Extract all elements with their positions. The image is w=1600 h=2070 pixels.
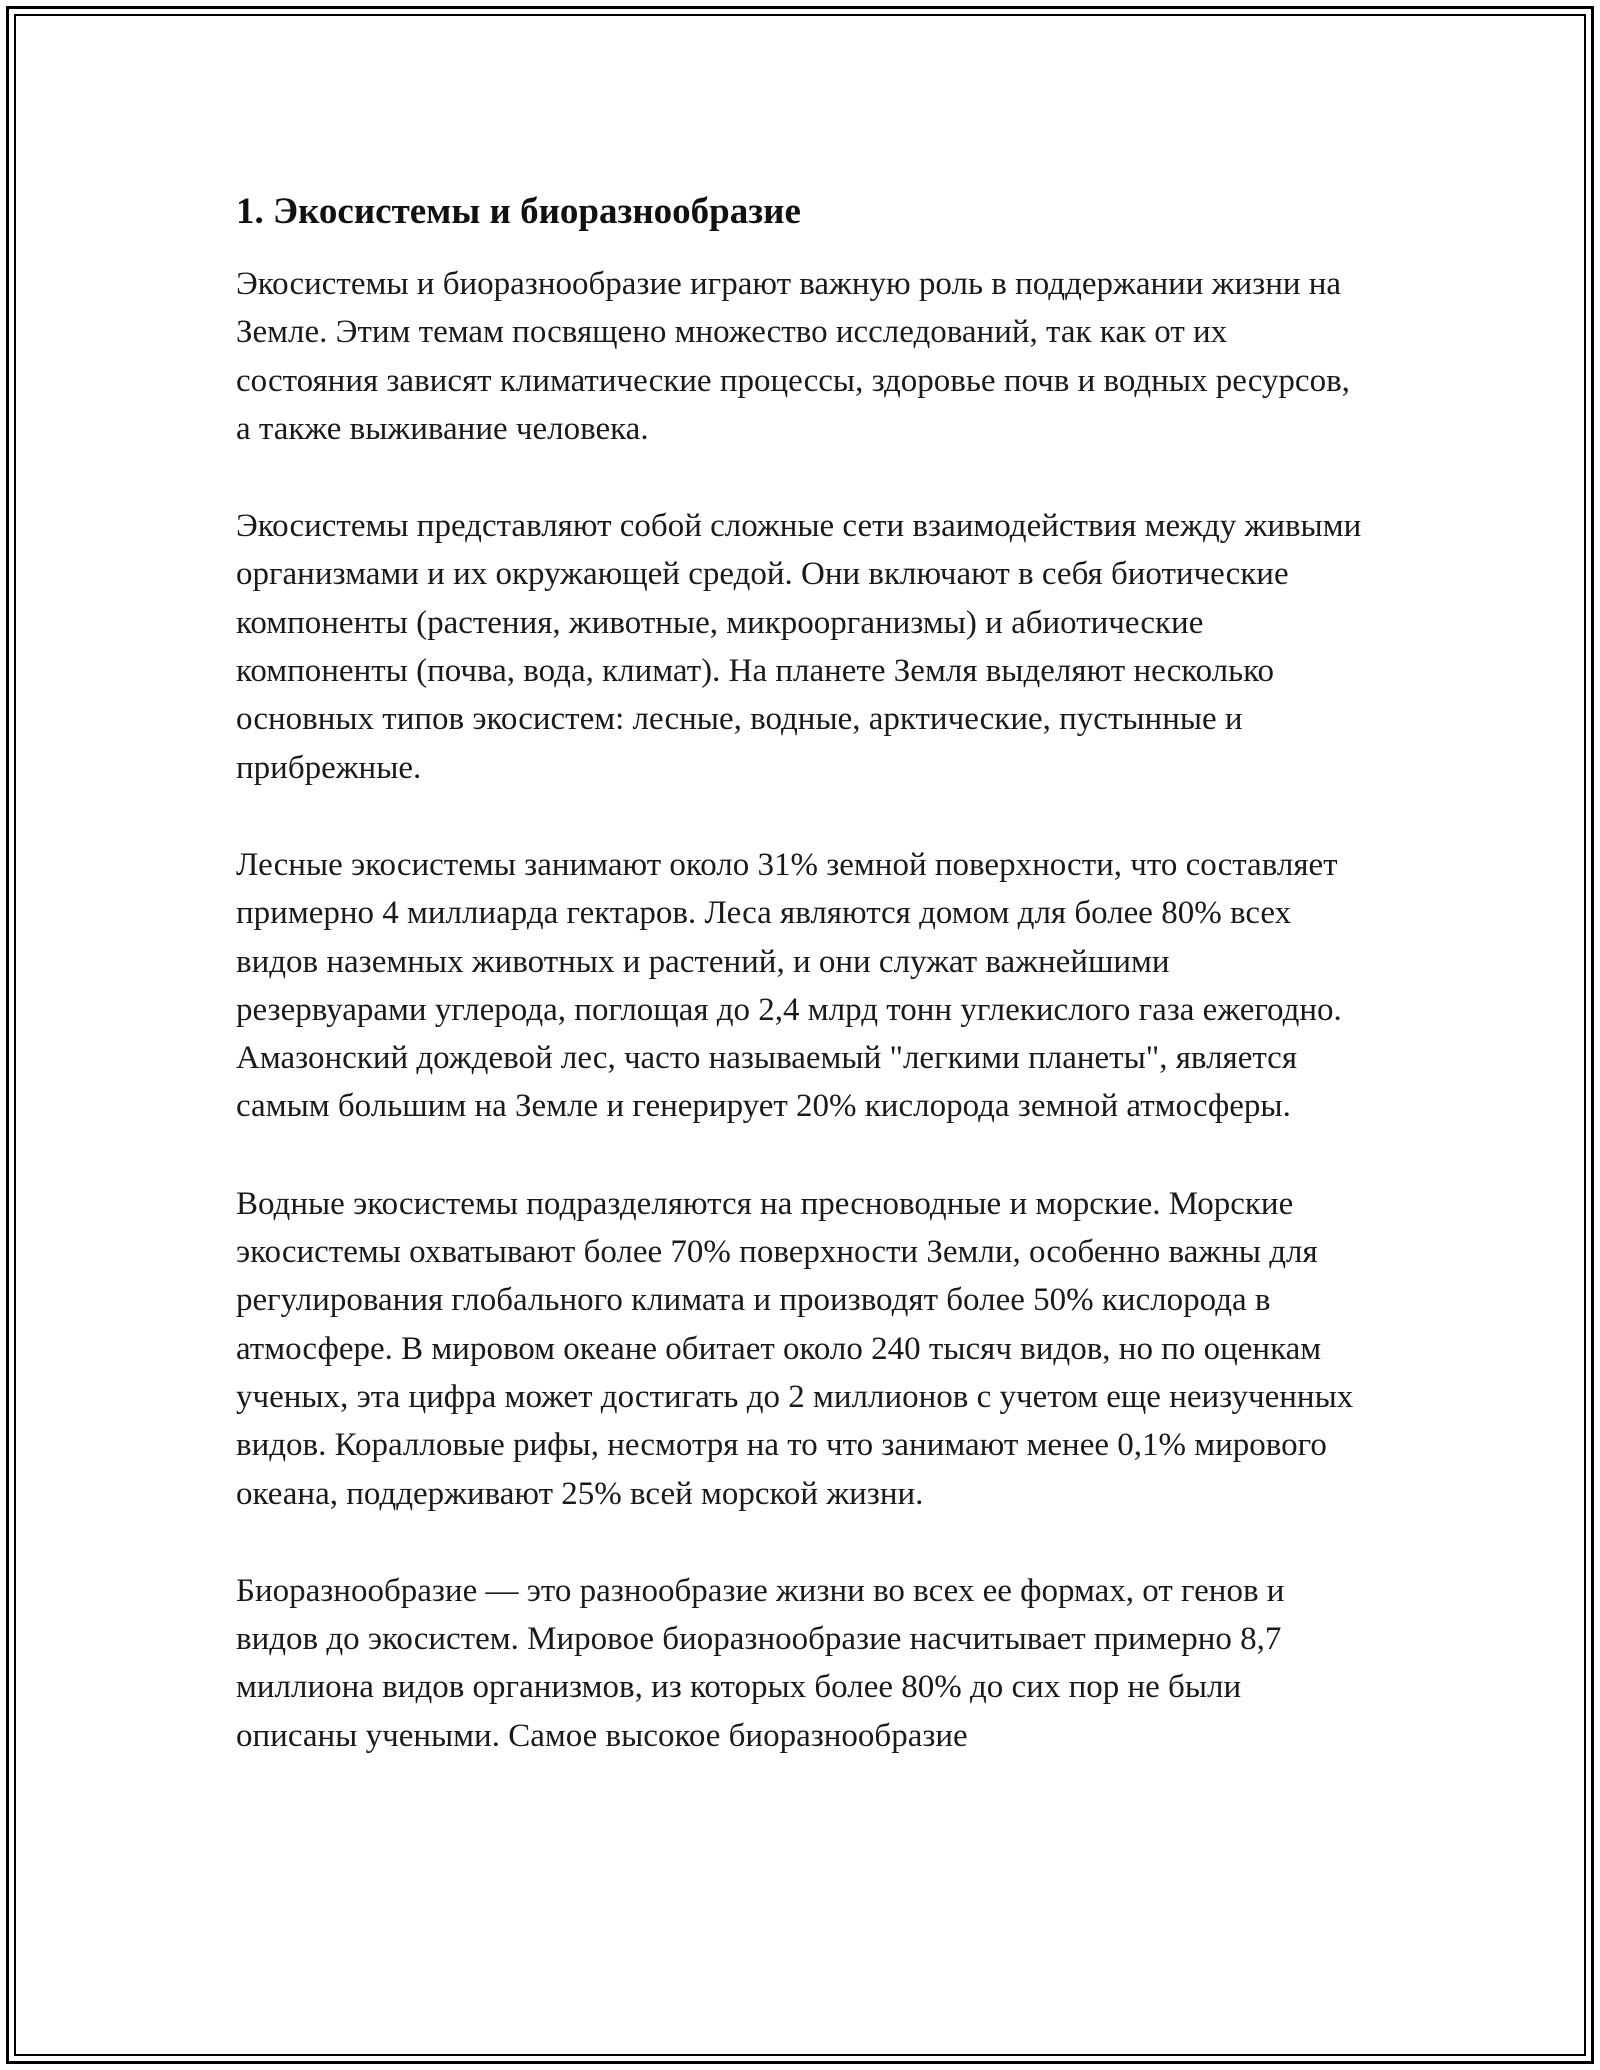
document-body [236,188,1366,1809]
paragraph-intro: Экосистемы и биоразнообразие играют важную роль в поддержании жизни на Земле. Этим темам посвящено множество исследований, так как от их состояния зависят климатические процессы, здоровье почв и водных ресурсов, а также выживание человека. [236,266,1350,447]
paragraph-forests: Лесные экосистемы занимают около 31% земной поверхности, что составляет примерно 4 миллиарда гектаров. Леса являются домом для более 80% всех видов наземных животных и растений, и они служат важнейшими резервуарами углерода, поглощая до 2,4 млрд тонн углекислого газа ежегодно. Амазонский дождевой лес, часто называемый "легкими планеты", является самым большим на Земле и генерирует 20% кислорода земной атмосферы. [236,846,1342,1125]
paragraph-ecosystems: Экосистемы представляют собой сложные сети взаимодействия между живыми организмами и их окружающей средой. Они включают в себя биотические компоненты (растения, животные, микроорганизмы) и абиотические компоненты (почва, вода, климат). На планете Земля выделяют несколько основных типов экосистем: лесные, водные, арктические, пустынные и прибрежные. [236,508,1362,786]
paragraph-aquatic: Водные экосистемы подразделяются на пресноводные и морские. Морские экосистемы охватывают более 70% поверхности Земли, особенно важны для регулирования глобального климата и производят более 50% кислорода в атмосфере. В мировом океане обитает около 240 тысяч видов, но по оценкам ученых, эта цифра может достигать до 2 миллионов с учетом еще неизученных видов. Коралловые рифы, несмотря на то что занимают менее 0,1% мирового океана, поддерживают 25% всей морской жизни. [236,1185,1354,1512]
section-heading: 1. Экосистемы и биоразнообразие [236,191,801,232]
paragraph-biodiversity: Биоразнообразие — это разнообразие жизни во всех ее формах, от генов и видов до экосистем. Мировое биоразнообразие насчитывает примерно 8,7 миллиона видов организмов, из которых более 80% до сих пор не были описаны учеными. Самое высокое биоразнообразие [236,1572,1285,1754]
